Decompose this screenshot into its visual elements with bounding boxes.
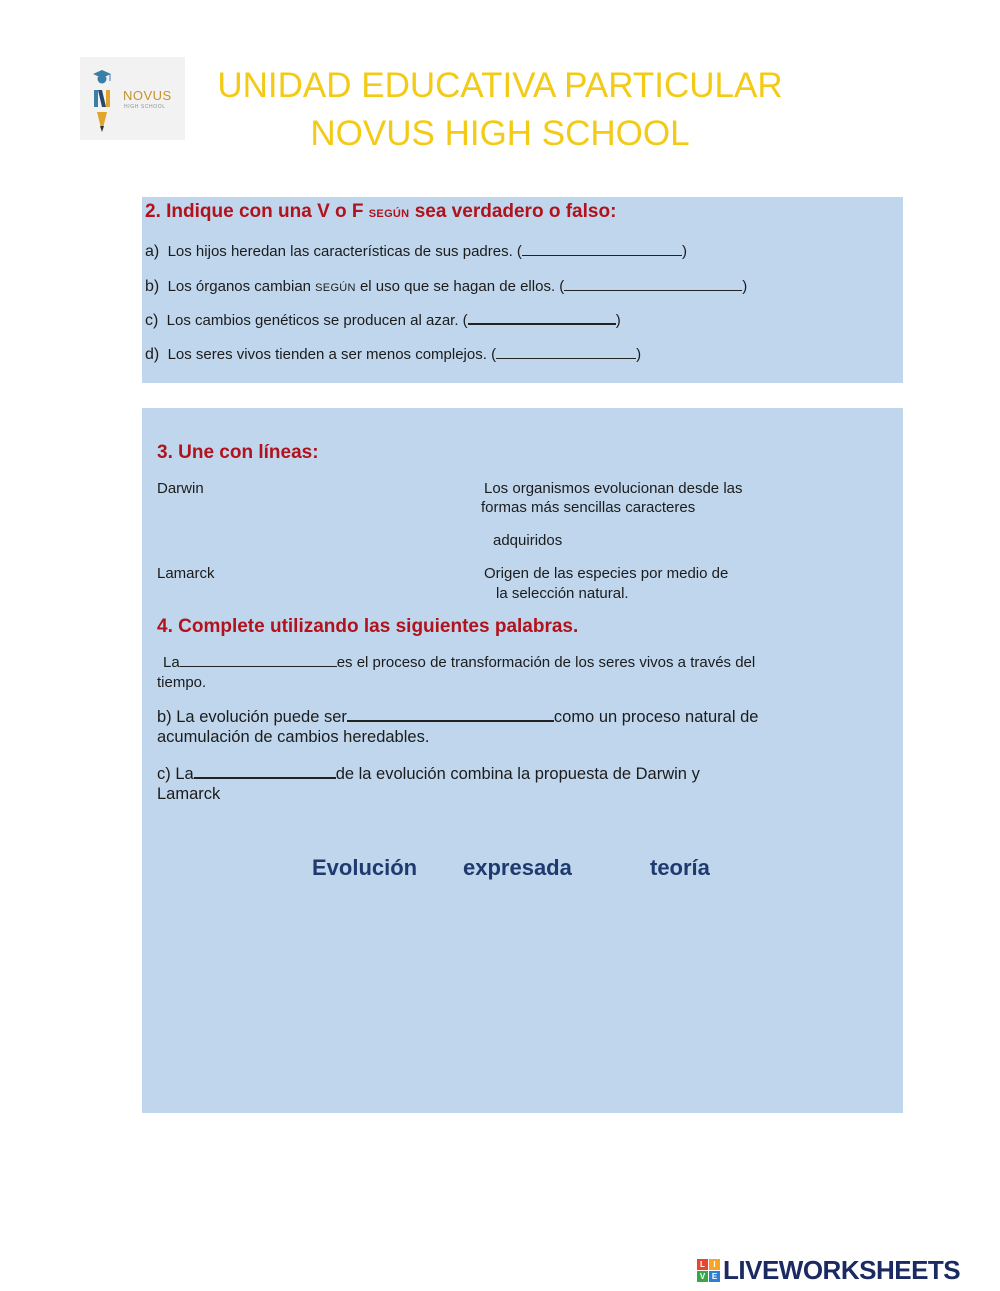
match-left-lamarck[interactable]: Lamarck xyxy=(157,565,215,582)
tf-item-d: d) Los seres vivos tienden a ser menos complejos. ( ) xyxy=(145,346,642,363)
word-bank-expresada[interactable]: expresada xyxy=(463,855,572,880)
word-bank-evolucion[interactable]: Evolución xyxy=(312,855,418,880)
match-left-darwin[interactable]: Darwin xyxy=(157,480,204,497)
tf-answer-d[interactable] xyxy=(496,345,636,359)
completion-blank-1[interactable] xyxy=(180,653,337,667)
logo-sub-text: HIGH SCHOOL xyxy=(124,104,166,110)
match-right-2[interactable]: adquiridos xyxy=(493,532,563,549)
completion-q3-line2: Lamarck xyxy=(157,785,221,803)
match-right-3-line-2[interactable]: la selección natural. xyxy=(496,585,629,602)
word-bank-teoria[interactable]: teoría xyxy=(650,855,710,880)
completion-q1-line1: La es el proceso de transformación de los seres vivos a través del xyxy=(163,654,756,671)
section4-heading: 4. Complete utilizando las siguientes palabras. xyxy=(157,616,579,637)
section3-heading: 3. Une con líneas: xyxy=(157,442,319,463)
title-line-2: NOVUS HIGH SCHOOL xyxy=(310,114,690,153)
completion-q1-line2: tiempo. xyxy=(157,674,207,691)
completion-q2-line2: acumulación de cambios heredables. xyxy=(157,728,430,746)
match-right-1-line-1[interactable]: Los organismos evolucionan desde las xyxy=(484,480,743,497)
liveworksheets-cube-icon: L I V E xyxy=(697,1259,720,1282)
logo-brand-text: NOVUS xyxy=(123,88,172,103)
match-right-1-line-2[interactable]: formas más sencillas caracteres xyxy=(481,499,696,516)
section2-heading: 2. Indique con una V o F SEGÚN sea verdadero o falso: xyxy=(145,201,617,222)
completion-q2-line1: b) La evolución puede ser como un proceso natural de xyxy=(157,708,759,726)
tf-answer-b[interactable] xyxy=(564,277,742,291)
completion-q3-line1: c) La de la evolución combina la propuesta de Darwin y xyxy=(157,765,700,783)
tf-item-a: a) Los hijos heredan las características de sus padres. ( ) xyxy=(145,243,687,260)
liveworksheets-logo[interactable] xyxy=(697,1255,960,1285)
completion-blank-2[interactable] xyxy=(347,706,554,722)
completion-blank-3[interactable] xyxy=(194,763,336,779)
title-line-1: UNIDAD EDUCATIVA PARTICULAR xyxy=(217,66,783,105)
tf-answer-a[interactable] xyxy=(522,242,682,256)
liveworksheets-text: LIVEWORKSHEETS xyxy=(723,1254,961,1285)
match-right-3-line-1[interactable]: Origen de las especies por medio de xyxy=(484,565,729,582)
tf-answer-c[interactable] xyxy=(468,311,616,325)
tf-item-c: c) Los cambios genéticos se producen al azar. ( ) xyxy=(145,312,621,329)
school-title xyxy=(0,62,1000,158)
tf-item-b: b) Los órganos cambian SEGÚN el uso que se hagan de ellos. ( ) xyxy=(145,278,748,295)
